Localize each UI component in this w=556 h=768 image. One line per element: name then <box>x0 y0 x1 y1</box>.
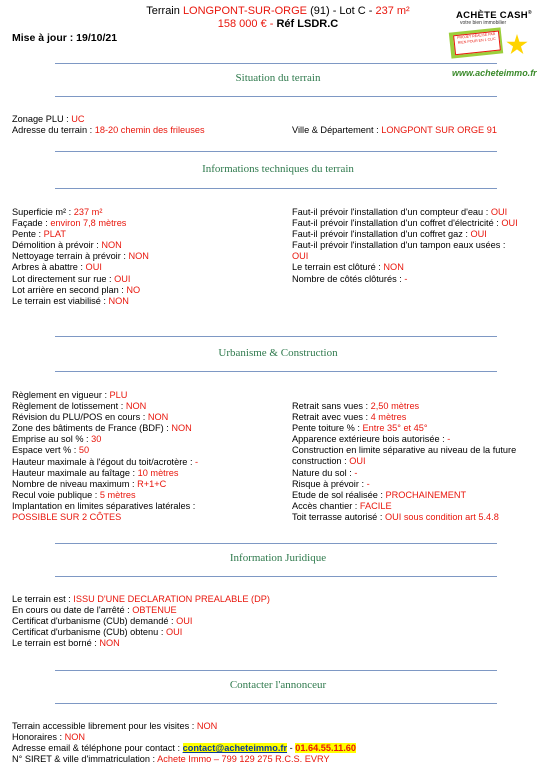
company-logo[interactable] <box>444 6 552 78</box>
listing-price: 158 000 € - <box>217 18 277 30</box>
field-row: Honoraires : NON <box>12 732 86 743</box>
field-row: Construction en limite séparative au niveau de la future <box>292 445 517 456</box>
field-row: Le terrain est borné : NON <box>12 638 120 649</box>
divider <box>55 371 497 372</box>
field-row: Pente toiture % : Entre 35° et 45° <box>292 423 428 434</box>
field-row: Etude de sol réalisée : PROCHAINEMENT <box>292 489 467 500</box>
field-row: Le terrain est : ISSU D'UNE DECLARATION PREALABLE (DP) <box>12 594 270 604</box>
listing-ref: Réf LSDR.C <box>276 18 339 30</box>
field-row: Nature du sol : - <box>292 467 358 478</box>
divider <box>55 151 497 152</box>
logo-tagline: votre bien immobilier <box>460 20 507 26</box>
contact-phone[interactable]: 01.64.55.11.60 <box>295 743 357 754</box>
adresse-row: Adresse du terrain : 18-20 chemin des frileuses <box>12 125 205 135</box>
field-row: Apparence extérieure bois autorisée : - <box>292 434 451 445</box>
field-row: Arbres à abattre : OUI <box>12 262 102 273</box>
divider <box>55 576 497 577</box>
field-row: Faut-il prévoir l'installation d'un tampon eaux usées : <box>292 240 506 251</box>
field-row: Lot arrière en second plan : NO <box>12 284 141 295</box>
field-row: Superficie m² : 237 m² <box>12 207 103 217</box>
zonage-row: Zonage PLU : UC <box>12 114 85 124</box>
contact-list <box>12 721 356 765</box>
field-row: Implantation en limites séparatives latérales : <box>12 500 196 511</box>
listing-title: Terrain LONGPONT-SUR-ORGE (91) - Lot C - 237 m² <box>146 5 410 17</box>
divider <box>55 336 497 337</box>
update-date: Mise à jour : 19/10/21 <box>12 32 118 44</box>
section-title-situation: Situation du terrain <box>235 72 321 84</box>
section-title-urbanisme: Urbanisme & Construction <box>218 347 338 359</box>
field-row: OUI <box>292 251 309 262</box>
juridique-list <box>12 594 270 649</box>
logo-sticker: PROJET RÉALISÉ PAR RIEN POUR EN 1 CLIC <box>449 27 503 58</box>
field-row: Hauteur maximale à l'égout du toit/acrotère : - <box>12 456 199 467</box>
logo-url: www.acheteimmo.fr <box>452 68 537 78</box>
contact-email-link[interactable]: contact@acheteimmo.fr <box>182 743 288 754</box>
field-row: Hauteur maximale au faîtage : 10 mètres <box>12 467 179 478</box>
field-row: Démolition à prévoir : NON <box>12 240 122 251</box>
field-row: Toit terrasse autorisé : OUI sous condition art 5.4.8 <box>292 511 499 522</box>
technique-right-list <box>292 207 518 285</box>
field-row: Accès chantier : FACILE <box>292 500 392 511</box>
field-row: Nombre de côtés clôturés : - <box>292 273 408 284</box>
field-row: Façade : environ 7,8 mètres <box>12 218 127 229</box>
field-row: Zone des bâtiments de France (BDF) : NON <box>12 423 192 434</box>
field-row: Adresse email & téléphone pour contact : contact@acheteimmo.fr - 01.64.55.11.60 <box>12 743 357 754</box>
divider <box>55 96 497 97</box>
listing-area: 237 m² <box>375 5 410 17</box>
field-row: En cours ou date de l'arrêté : OBTENUE <box>12 605 177 616</box>
field-row: Emprise au sol % : 30 <box>12 434 102 445</box>
section-title-contact: Contacter l'annonceur <box>229 679 327 691</box>
star-icon <box>506 34 528 56</box>
field-row: Lot directement sur rue : OUI <box>12 273 131 284</box>
field-row: POSSIBLE SUR 2 CÔTES <box>12 512 122 523</box>
field-row: Révision du PLU/POS en cours : NON <box>12 412 169 423</box>
ville-row: Ville & Département : LONGPONT SUR ORGE 91 <box>292 125 497 135</box>
field-row: Certificat d'urbanisme (CUb) demandé : OUI <box>12 616 193 627</box>
field-row: Faut-il prévoir l'installation d'un coffret d'électricité : OUI <box>292 218 518 229</box>
field-row: Le terrain est clôturé : NON <box>292 262 404 273</box>
field-row: Risque à prévoir : - <box>292 478 370 489</box>
field-row: Pente : PLAT <box>12 229 66 240</box>
field-row: Règlement en vigueur : PLU <box>12 390 128 400</box>
field-row: Faut-il prévoir l'installation d'un compteur d'eau : OUI <box>292 207 508 217</box>
field-row: Certificat d'urbanisme (CUb) obtenu : OUI <box>12 627 183 638</box>
field-row: Nettoyage terrain à prévoir : NON <box>12 251 149 262</box>
field-row: N° SIRET & ville d'immatriculation : Achete Immo – 799 129 275 R.C.S. EVRY <box>12 754 330 765</box>
field-row: Retrait avec vues : 4 mètres <box>292 412 407 423</box>
divider <box>55 63 497 64</box>
listing-city: LONGPONT-SUR-ORGE <box>182 5 308 17</box>
field-row: Terrain accessible librement pour les visites : NON <box>12 721 218 731</box>
field-row: Nombre de niveau maximum : R+1+C <box>12 478 167 489</box>
field-row: Le terrain est viabilisé : NON <box>12 295 129 306</box>
field-row: Espace vert % : 50 <box>12 445 90 456</box>
field-row: Recul voie publique : 5 mètres <box>12 489 136 500</box>
urbanisme-left-list <box>12 390 198 523</box>
divider <box>55 703 497 704</box>
field-row: construction : OUI <box>292 456 366 467</box>
section-title-technique: Informations techniques du terrain <box>202 163 354 175</box>
field-row: Règlement de lotissement : NON <box>12 401 147 412</box>
urbanisme-right-list <box>292 401 516 523</box>
logo-brand: ACHÈTE CASH® <box>456 10 532 22</box>
technique-left-list <box>12 207 149 307</box>
field-row: Retrait sans vues : 2,50 mètres <box>292 401 420 411</box>
divider <box>55 543 497 544</box>
divider <box>55 188 497 189</box>
divider <box>55 670 497 671</box>
section-title-juridique: Information Juridique <box>229 552 327 564</box>
field-row: Faut-il prévoir l'installation d'un coffret gaz : OUI <box>292 229 487 240</box>
